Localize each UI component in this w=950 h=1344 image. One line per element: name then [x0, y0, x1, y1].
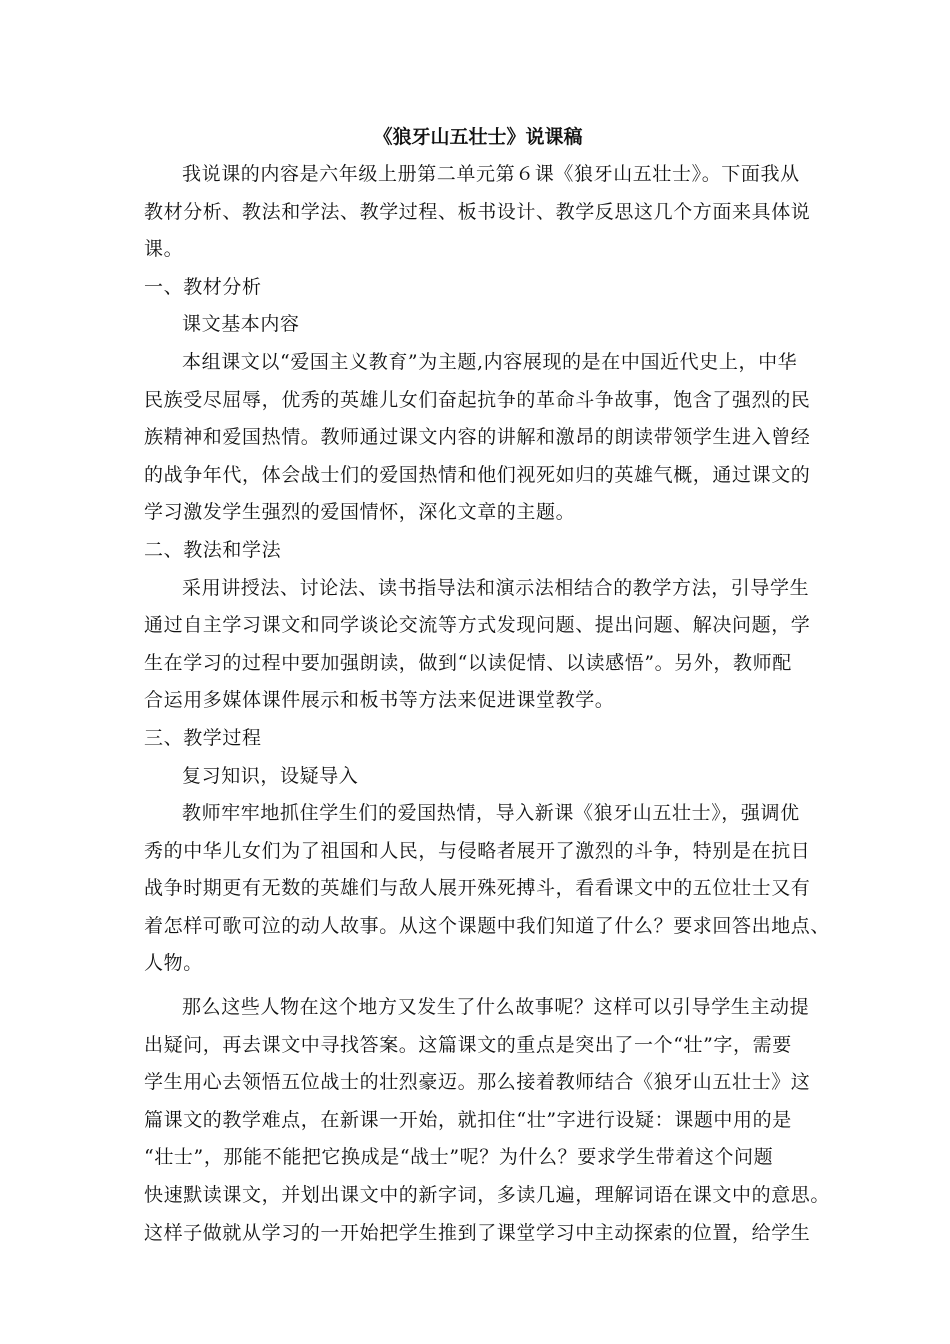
text-line: 着怎样可歌可泣的动人故事。从这个课题中我们知道了什么？要求回答出地点、	[144, 914, 831, 937]
text-line: 本组课文以“爱国主义教育”为主题,内容展现的是在中国近代史上，中华	[182, 350, 798, 373]
text-line: 民族受尽屈辱，优秀的英雄儿女们奋起抗争的革命斗争故事，饱含了强烈的民	[144, 388, 811, 411]
text-line: 教师牢牢地抓住学生们的爱国热情，导入新课《狼牙山五壮士》，强调优	[182, 802, 800, 825]
document-body	[144, 156, 831, 1252]
text-line: “壮士”，那能不能把它换成是“战士”呢？为什么？要求学生带着这个问题	[144, 1146, 774, 1169]
text-line: 教材分析、教法和学法、教学过程、板书设计、教学反思这几个方面来具体说	[144, 200, 811, 223]
text-line: 通过自主学习课文和同学谈论交流等方式发现问题、提出问题、解决问题，学	[144, 614, 811, 637]
text-line: 快速默读课文，并划出课文中的新字词，多读几遍，理解词语在课文中的意思。	[144, 1184, 831, 1207]
text-line: 二、教法和学法	[144, 538, 282, 561]
text-line: 秀的中华儿女们为了祖国和人民，与侵略者展开了激烈的斗争，特别是在抗日	[144, 839, 811, 862]
text-line: 一、教材分析	[144, 275, 262, 298]
text-line: 篇课文的教学难点，在新课一开始，就扣住“壮”字进行设疑：课题中用的是	[144, 1108, 792, 1131]
text-line: 族精神和爱国热情。教师通过课文内容的讲解和激昂的朗读带领学生进入曾经	[144, 426, 811, 449]
text-line: 我说课的内容是六年级上册第二单元第６课《狼牙山五壮士》。下面我从	[182, 163, 800, 185]
text-line: 三、教学过程	[144, 726, 262, 749]
text-line: 复习知识，设疑导入	[182, 764, 359, 787]
text-line: 出疑问，再去课文中寻找答案。这篇课文的重点是突出了一个“壮”字，需要	[144, 1033, 792, 1056]
text-line: 这样子做就从学习的一开始把学生推到了课堂学习中主动探索的位置，给学生	[144, 1221, 811, 1244]
text-line: 课。	[144, 238, 184, 261]
text-line: 人物。	[144, 952, 203, 975]
text-line: 生在学习的过程中要加强朗读，做到“以读促情、以读感悟”。另外，教师配	[144, 651, 792, 674]
text-line: 学习激发学生强烈的爱国情怀，深化文章的主题。	[144, 501, 576, 524]
text-line: 的战争年代，体会战士们的爱国热情和他们视死如归的英雄气概，通过课文的	[144, 463, 811, 486]
text-line: 合运用多媒体课件展示和板书等方法来促进课堂教学。	[144, 689, 615, 712]
text-line: 课文基本内容	[182, 313, 300, 336]
text-line: 那么这些人物在这个地方又发生了什么故事呢？这样可以引导学生主动提	[182, 996, 810, 1019]
text-line: 采用讲授法、讨论法、读书指导法和演示法相结合的教学方法，引导学生	[182, 576, 810, 599]
text-line: 战争时期更有无数的英雄们与敌人展开殊死搏斗，看看课文中的五位壮士又有	[144, 877, 811, 900]
document-page	[144, 118, 831, 1252]
document-title: 《狼牙山五壮士》说课稿	[373, 126, 583, 148]
text-line: 学生用心去领悟五位战士的壮烈豪迈。那么接着教师结合《狼牙山五壮士》这	[144, 1071, 811, 1094]
